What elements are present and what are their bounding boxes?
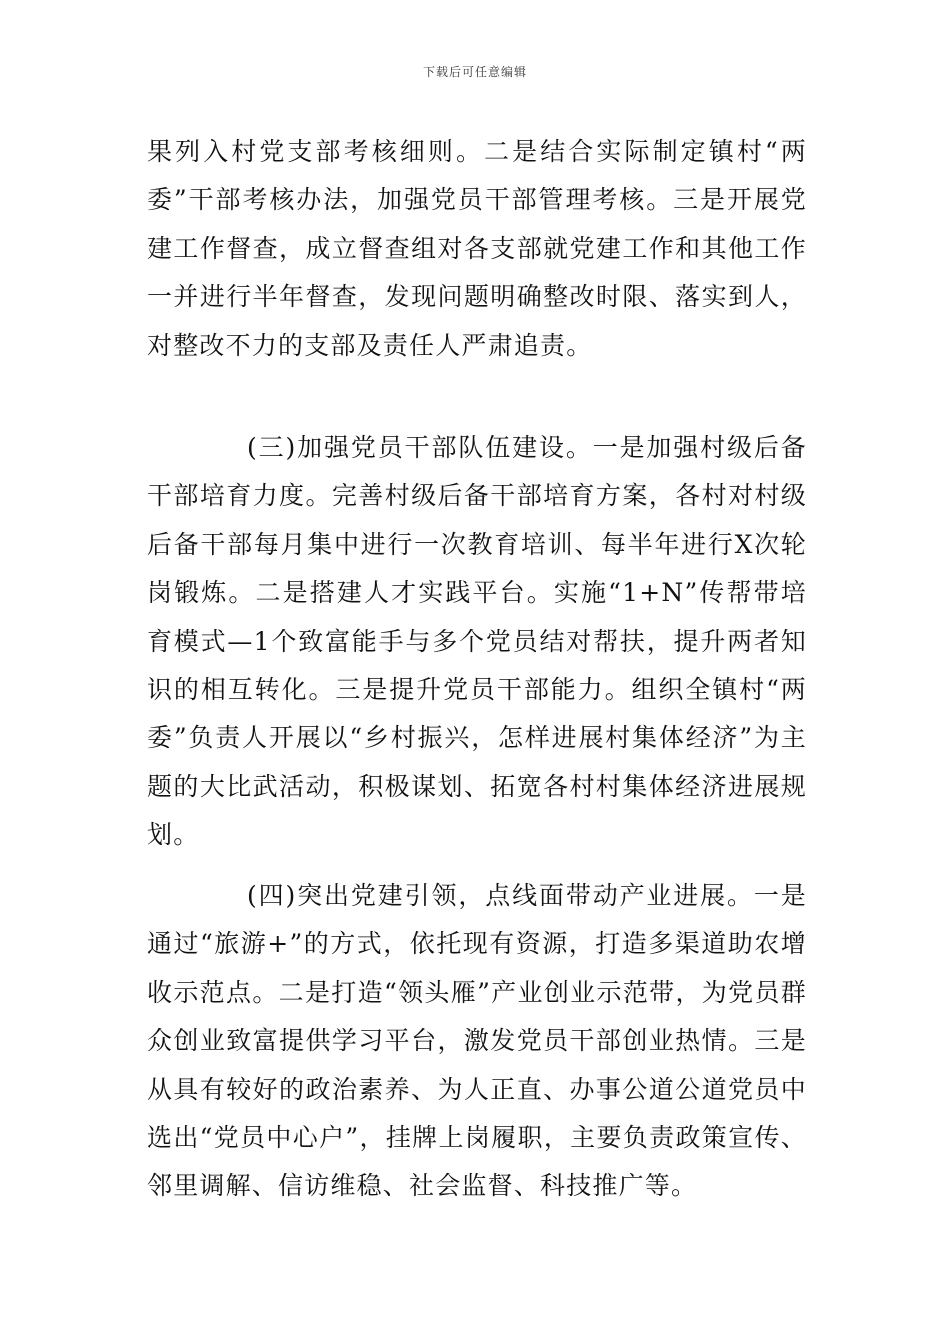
body-paragraph-1: 果列入村党支部考核细则。二是结合实际制定镇村“两委”干部考核办法，加强党员干部管理考核。三是开展党建工作督查，成立督查组对各支部就党建工作和其他工作一并进行半年督查，发现问题明确整改时限、落实到人，对整改不力的支部及责任人严肃追责。 [147, 137, 807, 360]
page-header: 下载后可任意编辑 [422, 65, 527, 79]
body-paragraph-2: (三)加强党员干部队伍建设。一是加强村级后备干部培育力度。完善村级后备干部培育方案，各村对村级后备干部每月集中进行一次教育培训、每半年进行X次轮岗锻炼。二是搭建人才实践平台。实施“1+N”传帮带培育模式—1个致富能手与多个党员结对帮扶，提升两者知识的相互转化。三是提升党员干部能力。组织全镇村“两委”负责人开展以“乡村振兴，怎样进展村集体经济”为主题的大比武活动，积极谋划、拓宽各村村集体经济进展规划。 [147, 433, 807, 850]
body-paragraph-3: (四)突出党建引领，点线面带动产业进展。一是通过“旅游+”的方式，依托现有资源，打造多渠道助农增收示范点。二是打造“领头雁”产业创业示范带，为党员群众创业致富提供学习平台，激发党员干部创业热情。三是从具有较好的政治素养、为人正直、办事公道公道党员中选出“党员中心户”，挂牌上岗履职，主要负责政策宣传、邻里调解、信访维稳、社会监督、科技推广等。 [147, 881, 807, 1201]
